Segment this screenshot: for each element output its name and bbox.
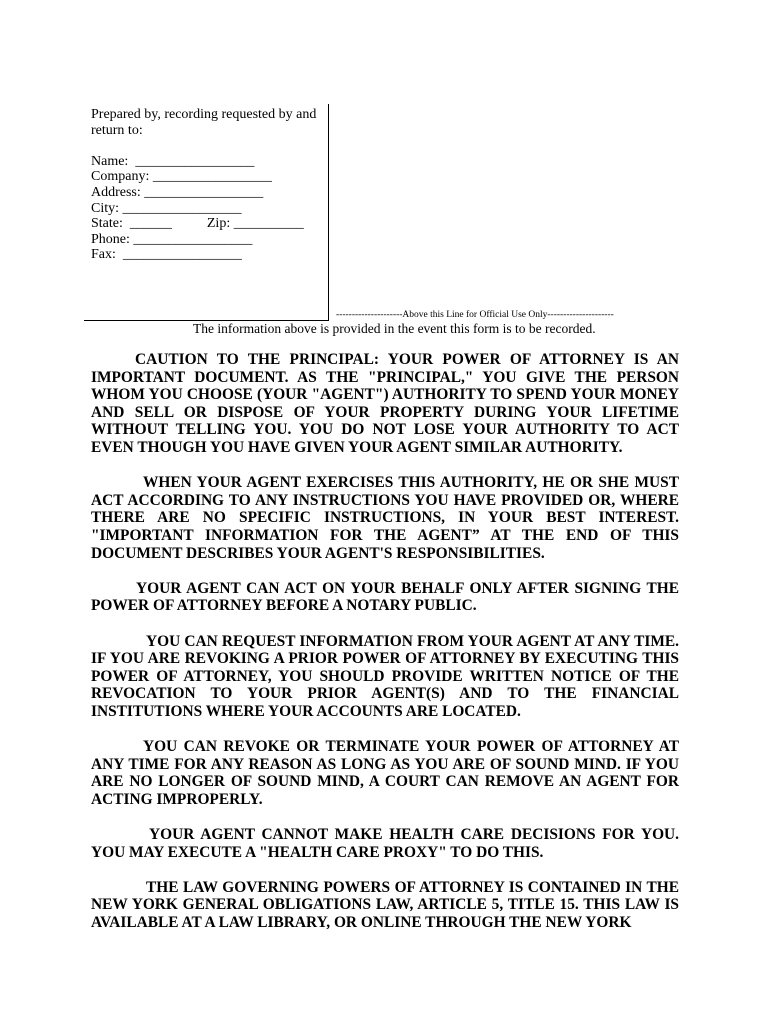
prepared-by-line: Prepared by, recording requested by and [91,107,317,122]
health-care-paragraph: YOUR AGENT CANNOT MAKE HEALTH CARE DECISIONS FOR YOU. YOU MAY EXECUTE A "HEALTH CARE PROXY" TO DO THIS. [91,826,679,861]
return-to-line: return to: [91,122,143,138]
state-zip-field: State: ______ Zip: __________ [91,216,304,232]
vertical-divider [328,104,329,321]
address-field: Address: _________________ [91,184,264,200]
spacer [91,138,323,154]
name-field: Name: _________________ [91,153,255,169]
revoke-paragraph: YOU CAN REVOKE OR TERMINATE YOUR POWER OF ATTORNEY AT ANY TIME FOR ANY REASON AS LONG AS YOU ARE OF SOUND MIND. IF YOU ARE NO LONGER OF SOUND MIND, A COURT CAN REMOVE AN AGENT FOR ACTING IMPROPERLY. [91,738,679,808]
agent-authority-paragraph: WHEN YOUR AGENT EXERCISES THIS AUTHORITY, HE OR SHE MUST ACT ACCORDING TO ANY INSTRUCTIONS YOU HAVE PROVIDED OR, WHERE THERE ARE NO SPECIFIC INSTRUCTIONS, IN YOUR BEST INTEREST. "IMPORTANT INFORMATION FOR THE AGENT” AT THE END OF THIS DOCUMENT DESCRIBES YOUR AGENT'S RESPONSIBILITIES. [91,474,679,562]
city-field: City: _________________ [91,200,242,216]
fax-field: Fax: _________________ [91,247,242,263]
recording-info-note: The information above is provided in the event this form is to be recorded. [193,321,596,336]
request-information-paragraph: YOU CAN REQUEST INFORMATION FROM YOUR AGENT AT ANY TIME. IF YOU ARE REVOKING A PRIOR POWER OF ATTORNEY BY EXECUTING THIS POWER OF ATTORNEY, YOU SHOULD PROVIDE WRITTEN NOTICE OF THE REVOCATION TO YOUR PRIOR AGENT(S) AND TO THE FINANCIAL INSTITUTIONS WHERE YOUR ACCOUNTS ARE LOCATED. [91,632,679,720]
company-field: Company: _________________ [91,169,272,185]
recording-info-block [91,107,323,263]
official-use-line: ---------------------Above this Line for Official Use Only--------------------- [336,310,614,320]
governing-law-paragraph: THE LAW GOVERNING POWERS OF ATTORNEY IS CONTAINED IN THE NEW YORK GENERAL OBLIGATIONS LAW, ARTICLE 5, TITLE 15. THIS LAW IS AVAILABLE AT A LAW LIBRARY, OR ONLINE THROUGH THE NEW YORK [91,878,679,931]
caution-paragraph: CAUTION TO THE PRINCIPAL: YOUR POWER OF ATTORNEY IS AN IMPORTANT DOCUMENT. AS THE "PRINCIPAL," YOU GIVE THE PERSON WHOM YOU CHOOSE (YOUR "AGENT") AUTHORITY TO SPEND YOUR MONEY AND SELL OR DISPOSE OF YOUR PROPERTY DURING YOUR LIFETIME WITHOUT TELLING YOU. YOU DO NOT LOSE YOUR AUTHORITY TO ACT EVEN THOUGH YOU HAVE GIVEN YOUR AGENT SIMILAR AUTHORITY. [91,351,679,456]
caution-body [91,351,679,949]
phone-field: Phone: _________________ [91,231,253,247]
notary-paragraph: YOUR AGENT CAN ACT ON YOUR BEHALF ONLY AFTER SIGNING THE POWER OF ATTORNEY BEFORE A NOTARY PUBLIC. [91,579,679,615]
